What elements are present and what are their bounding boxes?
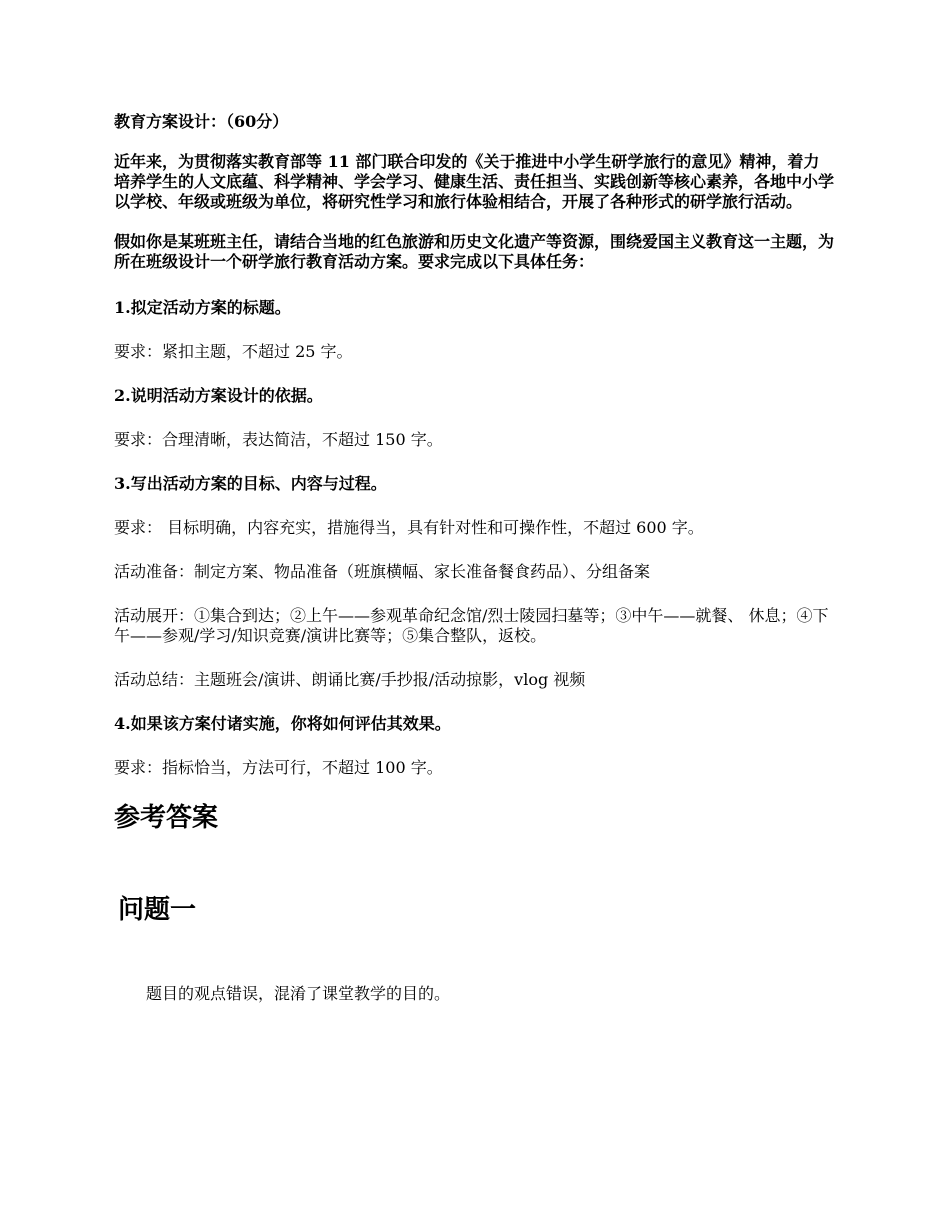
task-2-requirement: 要求：合理清晰，表达简洁，不超过 150 字。 <box>114 430 443 449</box>
task-4-heading: 4.如果该方案付诸实施，你将如何评估其效果。 <box>114 714 451 733</box>
task-3-heading: 3.写出活动方案的目标、内容与过程。 <box>114 474 387 493</box>
scenario-paragraph: 假如你是某班班主任，请结合当地的红色旅游和历史文化遗产等资源，围绕爱国主义教育这一主题，为所在班级设计一个研学旅行教育活动方案。要求完成以下具体任务： <box>114 232 835 271</box>
intro-paragraph: 近年来，为贯彻落实教育部等 11 部门联合印发的《关于推进中小学生研学旅行的意见》精神，着力培养学生的人文底蕴、科学精神、学会学习、健康生活、责任担当、实践创新等核心素养，各地中小学以学校、年级或班级为单位，将研究性学习和旅行体验相结合，开展了各种形式的研学旅行活动。 <box>114 152 835 211</box>
task-3-detail-summary: 活动总结：主题班会/演讲、朗诵比赛/手抄报/活动掠影，vlog 视频 <box>114 670 586 689</box>
task-3-requirement: 要求： 目标明确，内容充实，措施得当，具有针对性和可操作性，不超过 600 字。 <box>114 518 704 537</box>
question-heading: 问题一 <box>118 895 197 925</box>
task-1-heading: 1.拟定活动方案的标题。 <box>114 298 291 317</box>
answer-text: 题目的观点错误，混淆了课堂教学的目的。 <box>146 984 451 1003</box>
task-3-detail-process: 活动展开：①集合到达；②上午——参观革命纪念馆/烈士陵园扫墓等；③中午——就餐、 休息；④下午——参观/学习/知识竞赛/演讲比赛等；⑤集合整队，返校。 <box>114 606 829 645</box>
task-3-detail-preparation: 活动准备：制定方案、物品准备（班旗横幅、家长准备餐食药品）、分组备案 <box>114 562 651 581</box>
answer-heading: 参考答案 <box>114 803 219 833</box>
task-1-requirement: 要求：紧扣主题，不超过 25 字。 <box>114 342 353 361</box>
section-title: 教育方案设计：（60分） <box>114 112 289 131</box>
task-2-heading: 2.说明活动方案设计的依据。 <box>114 386 323 405</box>
document-content <box>114 112 834 1004</box>
task-4-requirement: 要求：指标恰当，方法可行，不超过 100 字。 <box>114 758 443 777</box>
